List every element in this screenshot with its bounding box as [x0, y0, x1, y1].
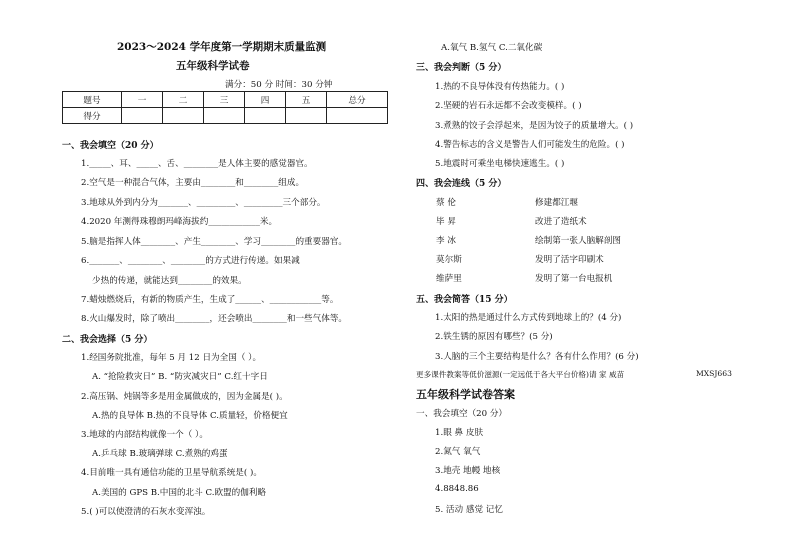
section1-q3: 3.地球从外到内分为_______、_________、_________三个部分。: [81, 198, 326, 208]
section1-q7: 7.蜡烛燃烧后，有新的物质产生，生成了______、____________等。: [81, 295, 339, 305]
section3-q1: 1.热的不良导体没有传热能力。( ): [435, 82, 565, 92]
score-cell: 四: [245, 92, 286, 108]
score-cell: 五: [286, 92, 327, 108]
section1-q6b: 少热的传递，就能达到________的效果。: [92, 276, 247, 286]
section1-q5: 5.脑是指挥人体________、产生________、学习________的重要器官。: [81, 237, 348, 247]
match-left-item: 李 冰: [436, 236, 456, 246]
match-left-item: 蔡 伦: [436, 198, 456, 208]
match-left-item: 莫尔斯: [436, 255, 462, 265]
match-left-item: 维萨里: [436, 274, 462, 284]
section3-q3: 3.煮熟的饺子会浮起来，是因为饺子的质量增大。( ): [435, 121, 634, 131]
score-cell: [163, 108, 204, 124]
section2-q1-options: A. “抢险救灾日” B. “防灾减灾日” C.红十字日: [92, 372, 268, 382]
section1-q8: 8.火山爆发时，除了喷出________，还会喷出________和一些气体等。: [81, 314, 348, 324]
section2-heading: 二、我会选择（5 分）: [62, 335, 153, 345]
answers-heading: 一、我会填空（20 分）: [416, 409, 508, 419]
match-right-item: 修建都江堰: [535, 198, 578, 208]
section3-q2: 2.坚硬的岩石永远都不会改变模样。( ): [435, 101, 582, 111]
score-cell: [204, 108, 245, 124]
section1-q1: 1._____、耳、_____、舌、________是人体主要的感觉器官。: [81, 159, 313, 169]
score-cell: [286, 108, 327, 124]
match-left-item: 毕 昇: [436, 217, 456, 227]
match-right-item: 发明了活字印刷术: [535, 255, 604, 265]
exam-title: 2023～2024 学年度第一学期期末质量监测: [117, 41, 327, 53]
section1-q4: 4.2020 年测得珠穆朗玛峰海拔约____________米。: [81, 217, 278, 227]
answer-3: 3.地壳 地幔 地核: [435, 466, 501, 476]
score-cell: [245, 108, 286, 124]
section2-q4-options: A.美国的 GPS B.中国的北斗 C.欧盟的伽利略: [92, 488, 267, 498]
section5-q2: 2.铁生锈的原因有哪些？(5 分): [435, 332, 553, 342]
match-right-item: 发明了第一台电报机: [535, 274, 613, 284]
section5-q3: 3.人脑的三个主要结构是什么？各有什么作用？(6 分): [435, 352, 639, 362]
promo-text: 更多课件教案等低价滋源(一定远低于各大平台价格)请 家 威苗: [416, 370, 625, 379]
section1-q2: 2.空气是一种混合气体，主要由________和________组成。: [81, 178, 305, 188]
section3-heading: 三、我会判断（5 分）: [416, 63, 507, 73]
answer-5: 5. 活动 感觉 记忆: [435, 505, 503, 515]
section2-q5: 5.( )可以使澄清的石灰水变浑浊。: [81, 507, 211, 517]
section2-q1: 1.经国务院批准，每年 5 月 12 日为全国（ ）。: [81, 353, 262, 363]
score-table-header-row: [63, 92, 388, 108]
section3-q4: 4.警告标志的含义是警告人们可能发生的危险。( ): [435, 140, 625, 150]
match-right-item: 改进了造纸术: [535, 217, 587, 227]
section3-q5: 5.地震时可乘坐电梯快速逃生。( ): [435, 159, 565, 169]
section1-q6a: 6._______、________、________的方式进行传递。如果减: [81, 256, 300, 266]
section4-heading: 四、我会连线（5 分）: [416, 179, 507, 189]
exam-subtitle: 五年级科学试卷: [176, 60, 250, 72]
score-cell: [122, 108, 163, 124]
score-cell: 三: [204, 92, 245, 108]
score-cell: [327, 108, 388, 124]
section1-heading: 一、我会填空（20 分）: [62, 141, 159, 151]
section2-q3-options: A.乒乓球 B.玻璃弹球 C.煮熟的鸡蛋: [92, 449, 228, 459]
exam-meta: 满分：50 分 时间：30 分钟: [225, 80, 333, 90]
answers-title: 五年级科学试卷答案: [416, 388, 515, 401]
score-cell: 总分: [327, 92, 388, 108]
score-cell: 二: [163, 92, 204, 108]
section2-q2: 2.高压锅、炖锅等多是用金属做成的，因为金属是( )。: [81, 392, 288, 402]
score-cell: 一: [122, 92, 163, 108]
score-cell: 得分: [63, 108, 122, 124]
section5-heading: 五、我会简答（15 分）: [416, 295, 513, 305]
section2-q5-options: A.氧气 B.氢气 C.二氧化碳: [441, 43, 543, 53]
section5-q1: 1.太阳的热是通过什么方式传到地球上的？(4 分): [435, 313, 622, 323]
section2-q4: 4.目前唯一具有通信功能的卫星导航系统是( )。: [81, 468, 262, 478]
score-cell: 题号: [63, 92, 122, 108]
section2-q2-options: A.热的良导体 B.热的不良导体 C.质量轻，价格便宜: [92, 411, 288, 421]
score-table: [62, 91, 388, 124]
answer-2: 2.氮气 氧气: [435, 447, 481, 457]
promo-code: MXSJ663: [696, 369, 732, 378]
score-table-score-row: [63, 108, 388, 124]
answer-4: 4.8848.86: [435, 484, 479, 494]
section2-q3: 3.地球的内部结构就像一个（ ）。: [81, 430, 208, 440]
answer-1: 1.眼 鼻 皮肤: [435, 428, 484, 438]
match-right-item: 绘制第一张人脑解剖图: [535, 236, 621, 246]
